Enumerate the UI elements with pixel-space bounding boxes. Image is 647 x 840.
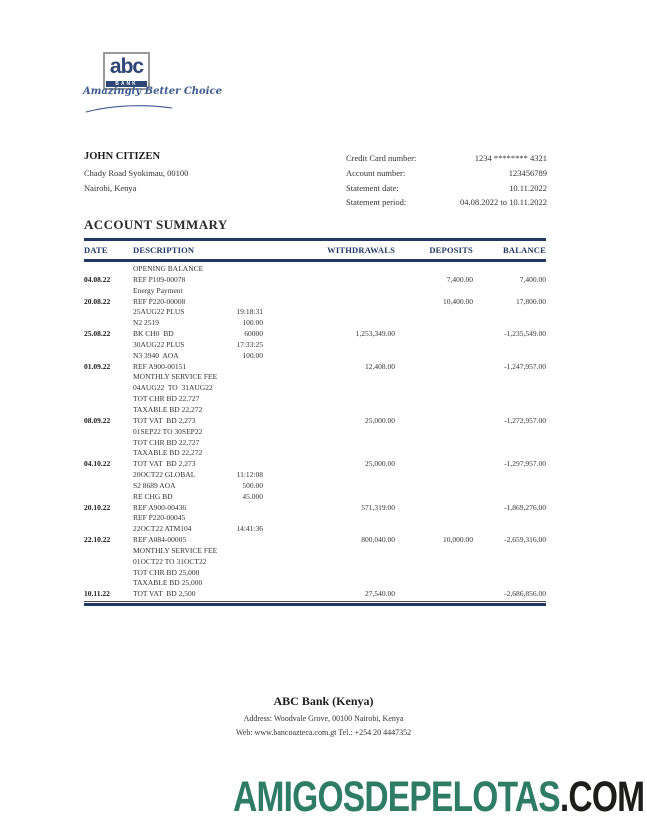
table-row [84, 297, 546, 308]
cell-date [84, 568, 133, 579]
description-text: 04AUG22 TO 31AUG22 [133, 383, 213, 393]
table-row [84, 307, 546, 318]
description-text: 01SEP22 TO 30SEP22 [133, 426, 203, 436]
cell-deposits [395, 394, 473, 405]
cell-deposits [395, 329, 473, 340]
cell-withdrawals [275, 470, 395, 481]
description-text: TAXABLE BD 25,000 [133, 578, 203, 588]
cell-date: 10.11.22 [84, 589, 110, 599]
cell-date: 25.08.22 [84, 329, 111, 339]
description-value: 19:18:31 [236, 307, 263, 317]
cell-deposits [395, 492, 473, 503]
table-row [84, 264, 546, 275]
cell-description [133, 318, 275, 329]
account-info-value: 123456789 [508, 167, 547, 178]
footer-bank-name: ABC Bank (Kenya) [273, 694, 374, 708]
cell-withdrawals [275, 383, 395, 394]
cell-deposits [395, 318, 473, 329]
cell-balance [473, 427, 546, 438]
description-text: S2 8689 AOA [133, 480, 176, 490]
description-text: 01OCT22 TO 31OCT22 [133, 556, 207, 566]
description-text: REF A900-00151 [133, 361, 187, 371]
cell-balance [473, 351, 546, 362]
description-text: TOT VAT BD 2,273 [133, 415, 196, 425]
cell-date [84, 340, 133, 351]
table-header-row [84, 241, 546, 259]
table-row [84, 459, 546, 470]
description-value: 500.00 [242, 480, 263, 490]
cell-date [84, 448, 133, 459]
description-text: 22OCT22 ATM104 [133, 524, 192, 534]
description-text: REF P220-00045 [133, 513, 186, 523]
cell-balance [473, 394, 546, 405]
cell-deposits [395, 362, 473, 373]
bank-logo [103, 52, 150, 90]
cell-date: 22.10.22 [84, 535, 111, 545]
table-row [84, 524, 546, 535]
cell-withdrawals [275, 438, 395, 449]
column-header-date: DATE [84, 245, 108, 255]
description-value: 17:33:25 [236, 339, 263, 349]
account-info-block [346, 151, 547, 210]
table-row [84, 503, 546, 514]
table-body [84, 262, 546, 601]
table-row [84, 557, 546, 568]
cell-balance [473, 557, 546, 568]
description-value: 11:12:08 [236, 470, 263, 480]
cell-description [133, 546, 275, 557]
cell-description [133, 568, 275, 579]
cell-date [84, 492, 133, 503]
cell-deposits [395, 481, 473, 492]
cell-withdrawals: 800,040.00 [361, 535, 395, 545]
cell-balance [473, 307, 546, 318]
watermark [232, 773, 644, 821]
cell-balance [473, 286, 546, 297]
account-info-label: Account number: [346, 167, 406, 178]
cell-withdrawals [275, 372, 395, 383]
description-text: BK CH0 BD [133, 329, 174, 339]
cell-balance [473, 470, 546, 481]
cell-balance [473, 546, 546, 557]
table-row [84, 481, 546, 492]
description-text: RE CHG BD [133, 491, 173, 501]
column-header-withdrawals: WITHDRAWALS [327, 245, 395, 255]
footer-web-line: Web: www.bancoazteca.com.gt Tel.: +254 20 4447352 [235, 727, 412, 737]
statement-table [84, 238, 546, 606]
cell-deposits [395, 383, 473, 394]
cell-balance: -2,659,316.00 [504, 535, 546, 545]
cell-withdrawals [275, 492, 395, 503]
cell-withdrawals [275, 297, 395, 308]
cell-balance [473, 318, 546, 329]
cell-balance: 17,800.00 [516, 296, 546, 306]
account-info-row [346, 195, 547, 210]
cell-description [133, 362, 275, 373]
cell-balance [473, 340, 546, 351]
watermark-brand: AMIGOSDEPELOTAS [232, 773, 560, 821]
description-value: 100.00 [242, 318, 263, 328]
table-row [84, 589, 546, 600]
description-text: N2 2519 [133, 318, 160, 328]
cell-description [133, 535, 275, 546]
table-row [84, 546, 546, 557]
column-header-deposits: DEPOSITS [429, 245, 473, 255]
table-row [84, 383, 546, 394]
column-header-balance: BALANCE [503, 245, 546, 255]
cell-withdrawals [275, 557, 395, 568]
cell-date [84, 546, 133, 557]
description-text: OPENING BALANCE [133, 264, 204, 273]
cell-description [133, 286, 275, 297]
cell-description [133, 394, 275, 405]
cell-description [133, 513, 275, 524]
cell-description [133, 578, 275, 589]
cell-date: 04.10.22 [84, 459, 111, 469]
cell-withdrawals: 25,000.00 [365, 415, 395, 425]
cell-deposits [395, 568, 473, 579]
cell-withdrawals: 571,319.00 [361, 502, 395, 512]
cell-description [133, 557, 275, 568]
cell-balance [473, 524, 546, 535]
cell-deposits [395, 416, 473, 427]
cell-withdrawals [275, 427, 395, 438]
column-header-description: DESCRIPTION [133, 245, 195, 255]
cell-date: 20.10.22 [84, 502, 111, 512]
cell-withdrawals [275, 568, 395, 579]
cell-description [133, 275, 275, 286]
cell-deposits: 10,400.00 [443, 296, 473, 306]
cell-balance [473, 264, 546, 275]
account-info-value: 04.08.2022 to 10.11.2022 [459, 197, 547, 208]
cell-description [133, 307, 275, 318]
cell-balance [473, 383, 546, 394]
cell-date [84, 318, 133, 329]
bank-footer [0, 694, 647, 739]
cell-withdrawals [275, 394, 395, 405]
cell-date [84, 286, 133, 297]
cell-balance: -1,272,957.00 [504, 415, 546, 425]
description-text: REF A900-00436 [133, 502, 187, 512]
cell-date [84, 524, 133, 535]
account-info-value: 1234 ******** 4321 [474, 153, 547, 163]
table-row [84, 578, 546, 589]
cell-description [133, 340, 275, 351]
description-value: 60000 [244, 329, 263, 339]
description-text: REF A084-00005 [133, 535, 187, 545]
table-row [84, 286, 546, 297]
cell-deposits [395, 438, 473, 449]
cell-deposits [395, 546, 473, 557]
cell-withdrawals [275, 307, 395, 318]
cell-balance: -1,247,957.00 [504, 361, 546, 371]
cell-balance [473, 513, 546, 524]
description-text: TOT CHR BD 25,000 [133, 567, 200, 577]
table-row [84, 513, 546, 524]
account-info-label: Statement period: [346, 197, 407, 208]
cell-withdrawals [275, 405, 395, 416]
cell-date [84, 578, 133, 589]
cell-date [84, 405, 133, 416]
tagline-swoosh-line [84, 103, 176, 115]
cell-date: 04.08.22 [84, 274, 111, 284]
cell-deposits [395, 448, 473, 459]
description-text: REF P220-00008 [133, 296, 186, 306]
cell-withdrawals [275, 318, 395, 329]
account-info-row [346, 151, 547, 166]
table-row [84, 394, 546, 405]
table-row [84, 470, 546, 481]
abc-logo-bank-label: BANK [106, 81, 147, 87]
table-row [84, 492, 546, 503]
cell-deposits [395, 589, 473, 600]
cell-description [133, 470, 275, 481]
cell-description [133, 589, 275, 600]
cell-date: 08.09.22 [84, 415, 111, 425]
cell-description [133, 427, 275, 438]
cell-balance [473, 372, 546, 383]
cell-withdrawals: 12,408.00 [365, 361, 395, 371]
table-row [84, 275, 546, 286]
cell-date [84, 383, 133, 394]
cell-description [133, 297, 275, 308]
cell-description [133, 492, 275, 503]
customer-address-block [84, 151, 188, 195]
cell-withdrawals: 27,540.00 [365, 589, 395, 599]
cell-description [133, 329, 275, 340]
table-row [84, 318, 546, 329]
cell-description [133, 481, 275, 492]
cell-balance: -1,869,276.00 [504, 502, 546, 512]
cell-withdrawals [275, 481, 395, 492]
abc-logo-letters: abc [109, 55, 144, 78]
cell-withdrawals: 1,253,349.00 [355, 329, 395, 339]
account-info-label: Credit Card number: [346, 153, 417, 163]
cell-deposits [395, 459, 473, 470]
cell-deposits [395, 286, 473, 297]
cell-date [84, 470, 133, 481]
description-text: TAXABLE BD 22,272 [133, 404, 203, 414]
cell-deposits [395, 513, 473, 524]
cell-balance: -1,297,957.00 [504, 459, 546, 469]
cell-description [133, 383, 275, 394]
cell-deposits [395, 578, 473, 589]
cell-date [84, 481, 133, 492]
description-value: 45.000 [242, 491, 263, 501]
cell-deposits [395, 405, 473, 416]
description-text: TOT CHR BD 22,727 [133, 437, 200, 447]
table-row [84, 329, 546, 340]
account-info-row [346, 166, 547, 181]
cell-date [84, 513, 133, 524]
watermark-tld: .COM [559, 773, 644, 821]
table-row [84, 362, 546, 373]
description-text: N3 3940 AOA [133, 350, 179, 360]
table-row [84, 535, 546, 546]
table-row [84, 438, 546, 449]
cell-withdrawals [275, 275, 395, 286]
account-info-label: Statement date: [346, 182, 399, 193]
cell-description [133, 372, 275, 383]
cell-withdrawals [275, 351, 395, 362]
table-bottom-rule [84, 603, 546, 606]
cell-deposits [395, 427, 473, 438]
cell-withdrawals [275, 340, 395, 351]
table-row [84, 416, 546, 427]
cell-deposits [395, 557, 473, 568]
description-text: REF P109-00078 [133, 274, 186, 284]
table-row [84, 405, 546, 416]
cell-withdrawals [275, 448, 395, 459]
table-row [84, 448, 546, 459]
cell-description [133, 264, 275, 275]
cell-deposits: 10,000.00 [443, 535, 473, 545]
cell-balance [473, 492, 546, 503]
cell-balance [473, 481, 546, 492]
description-text: 20OCT22 GLOBAL [133, 470, 196, 480]
cell-description [133, 448, 275, 459]
description-text: 30AUG22 PLUS [133, 339, 185, 349]
cell-deposits [395, 524, 473, 535]
cell-balance [473, 578, 546, 589]
cell-date: 01.09.22 [84, 361, 111, 371]
description-text: Energy Payment [133, 285, 183, 295]
customer-address-line-2: Nairobi, Kenya [84, 182, 137, 193]
cell-description [133, 351, 275, 362]
description-text: MONTHLY SERVICE FEE [133, 545, 218, 555]
cell-description [133, 416, 275, 427]
cell-date [84, 394, 133, 405]
cell-date [84, 557, 133, 568]
cell-date [84, 438, 133, 449]
description-text: MONTHLY SERVICE FEE [133, 372, 218, 382]
cell-balance [473, 438, 546, 449]
description-text: 25AUG22 PLUS [133, 307, 185, 317]
cell-date [84, 351, 133, 362]
cell-withdrawals [275, 546, 395, 557]
cell-balance: -2,686,856.00 [504, 589, 546, 599]
description-text: TOT CHR BD 22,727 [133, 394, 200, 404]
table-row [84, 351, 546, 362]
cell-description [133, 438, 275, 449]
description-text: TAXABLE BD 22,272 [133, 448, 203, 458]
cell-deposits [395, 470, 473, 481]
description-text: TOT VAT BD 2,500 [133, 589, 196, 599]
description-text: TOT VAT BD 2,273 [133, 459, 196, 469]
cell-balance: -1,235,549.00 [504, 329, 546, 339]
cell-date [84, 307, 133, 318]
cell-withdrawals: 25,000.00 [365, 459, 395, 469]
cell-date [84, 427, 133, 438]
cell-balance [473, 448, 546, 459]
cell-deposits [395, 264, 473, 275]
cell-deposits [395, 307, 473, 318]
cell-withdrawals [275, 286, 395, 297]
description-value: 14:41:36 [236, 524, 263, 534]
cell-withdrawals [275, 513, 395, 524]
cell-withdrawals [275, 264, 395, 275]
customer-address-line-1: Chady Road Syokimau, 00100 [84, 168, 189, 178]
cell-deposits [395, 351, 473, 362]
cell-description [133, 524, 275, 535]
cell-balance [473, 405, 546, 416]
customer-name: JOHN CITIZEN [84, 151, 161, 162]
cell-deposits [395, 372, 473, 383]
cell-description [133, 503, 275, 514]
cell-date [84, 264, 133, 275]
cell-balance: 7,400.00 [519, 274, 546, 284]
table-row [84, 340, 546, 351]
cell-deposits [395, 340, 473, 351]
description-value: 100.00 [242, 350, 263, 360]
account-summary-title: ACCOUNT SUMMARY [84, 217, 228, 232]
table-row [84, 427, 546, 438]
cell-deposits: 7,400.00 [446, 274, 473, 284]
footer-address-line: Address: Woodvale Grove, 00100 Nairobi, Kenya [243, 714, 404, 723]
cell-withdrawals [275, 578, 395, 589]
cell-withdrawals [275, 524, 395, 535]
cell-deposits [395, 503, 473, 514]
cell-balance [473, 568, 546, 579]
table-row [84, 372, 546, 383]
account-info-row [346, 181, 547, 196]
bank-tagline: Amazingly Better Choice [83, 86, 222, 97]
cell-description [133, 405, 275, 416]
account-info-value: 10.11.2022 [509, 182, 547, 193]
cell-date [84, 372, 133, 383]
table-row [84, 568, 546, 579]
cell-description [133, 459, 275, 470]
cell-date: 20.08.22 [84, 296, 111, 306]
abc-logo-box [103, 52, 150, 90]
